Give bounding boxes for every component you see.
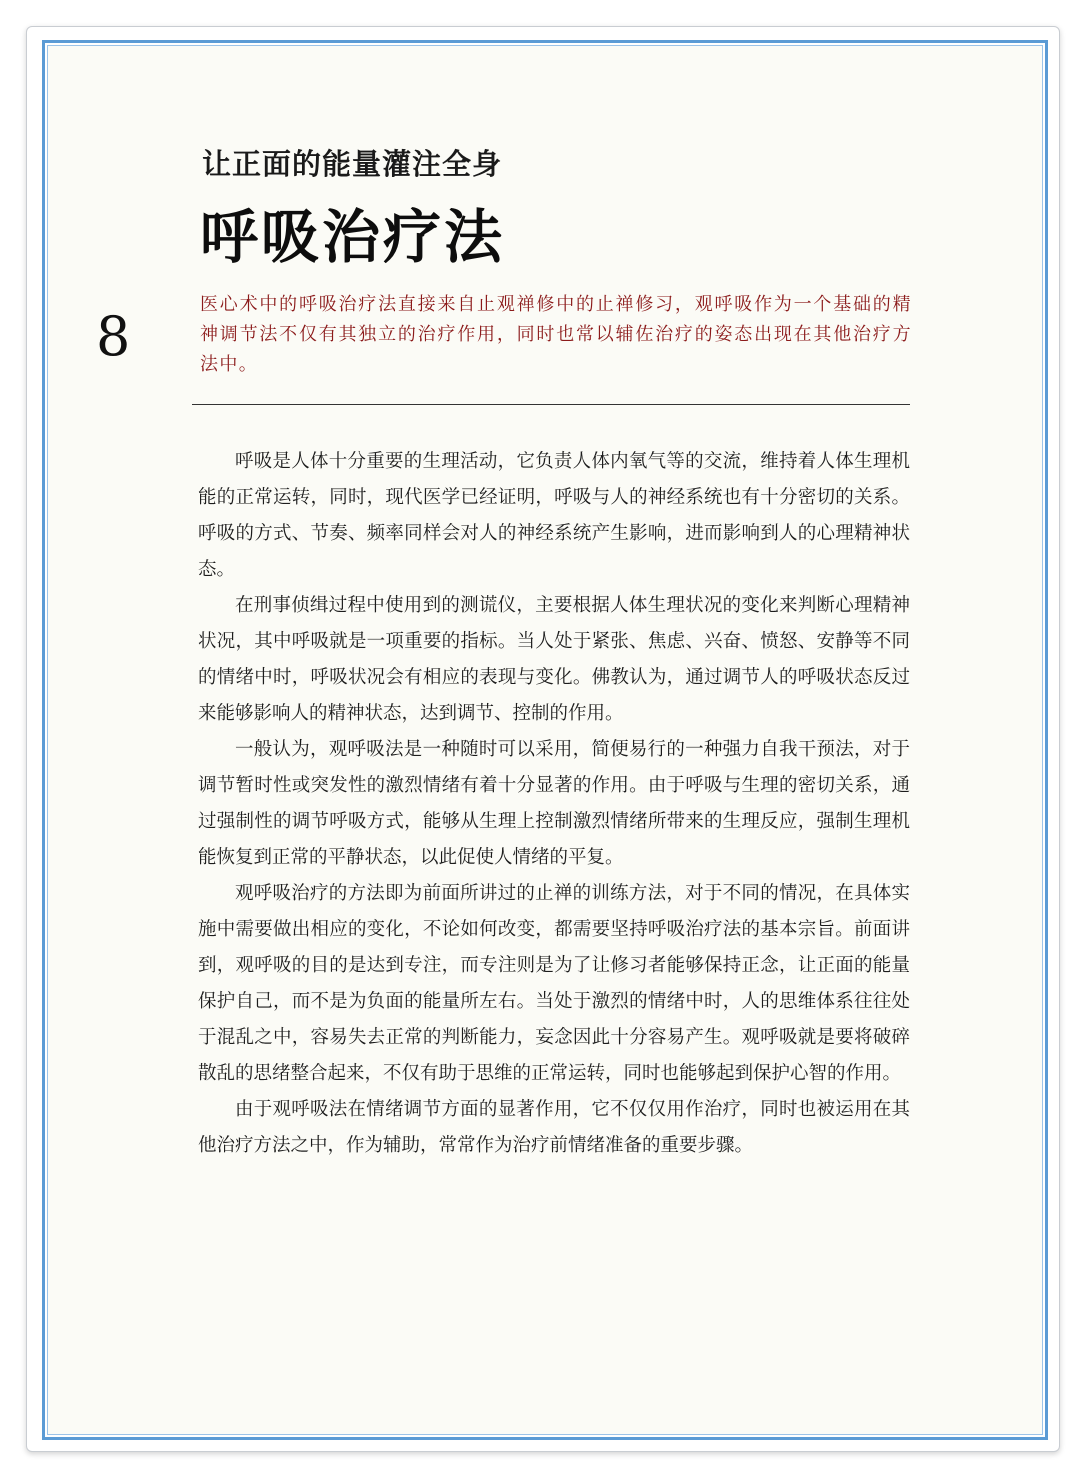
section-subtitle: 让正面的能量灌注全身	[202, 147, 503, 181]
intro-paragraph: 医心术中的呼吸治疗法直接来自止观禅修中的止禅修习，观呼吸作为一个基础的精神调节法不仅有其独立的治疗作用，同时也常以辅佐治疗的姿态出现在其他治疗方法中。	[200, 294, 912, 375]
body-paragraph: 呼吸是人体十分重要的生理活动，它负责人体内氧气等的交流，维持着人体生理机能的正常运转，同时，现代医学已经证明，呼吸与人的神经系统也有十分密切的关系。呼吸的方式、节奏、频率同样会对人的神经系统产生影响，进而影响到人的心理精神状态。	[198, 451, 910, 580]
body-paragraph: 观呼吸治疗的方法即为前面所讲过的止禅的训练方法，对于不同的情况，在具体实施中需要做出相应的变化，不论如何改变，都需要坚持呼吸治疗法的基本宗旨。前面讲到，观呼吸的目的是达到专注，而专注则是为了让修习者能够保持正念，让正面的能量保护自己，而不是为负面的能量所左右。当处于激烈的情绪中时，人的思维体系往往处于混乱之中，容易失去正常的判断能力，妄念因此十分容易产生。观呼吸就是要将破碎散乱的思绪整合起来，不仅有助于思维的正常运转，同时也能够起到保护心智的作用。	[198, 883, 910, 1084]
body-paragraph: 在刑事侦缉过程中使用到的测谎仪，主要根据人体生理状况的变化来判断心理精神状况，其中呼吸就是一项重要的指标。当人处于紧张、焦虑、兴奋、愤怒、安静等不同的情绪中时，呼吸状况会有相应的表现与变化。佛教认为，通过调节人的呼吸状态反过来能够影响人的精神状态，达到调节、控制的作用。	[198, 595, 910, 724]
section-title: 呼吸治疗法	[200, 203, 506, 271]
body-paragraph: 由于观呼吸法在情绪调节方面的显著作用，它不仅仅用作治疗，同时也被运用在其他治疗方法之中，作为辅助，常常作为治疗前情绪准备的重要步骤。	[198, 1099, 910, 1156]
page-number: 8	[96, 305, 131, 368]
body-text	[198, 444, 910, 1164]
body-paragraph: 一般认为，观呼吸法是一种随时可以采用，简便易行的一种强力自我干预法，对于调节暂时性或突发性的激烈情绪有着十分显著的作用。由于呼吸与生理的密切关系，通过强制性的调节呼吸方式，能够从生理上控制激烈情绪所带来的生理反应，强制生理机能恢复到正常的平静状态，以此促使人情绪的平复。	[198, 739, 910, 868]
section-divider	[192, 404, 910, 405]
